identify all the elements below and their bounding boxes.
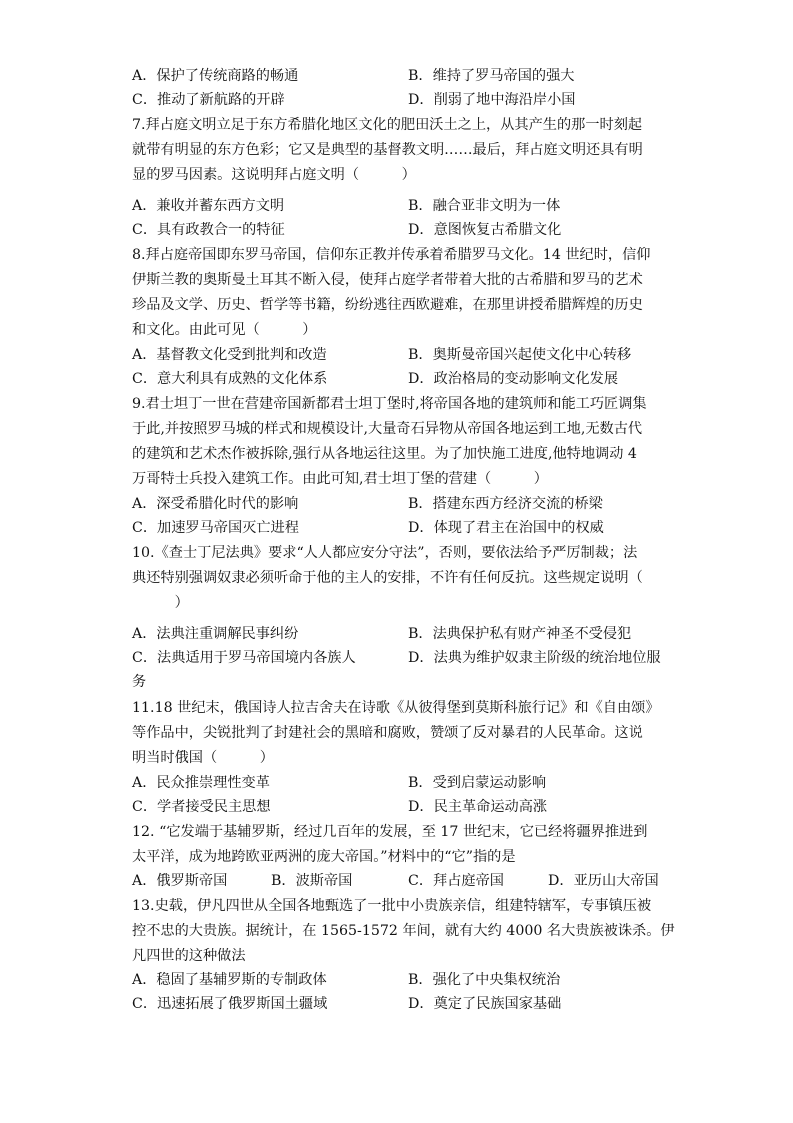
q12-option-c[interactable]: C．拜占庭帝国 <box>408 873 504 889</box>
q13-stem-line-2: 控不忠的大贵族。据统计，在 1565-1572 年间，就有大约 4000 名大贵族被诛杀。伊 <box>132 923 675 939</box>
q10-option-a[interactable]: A．法典注重调解民事纠纷 <box>132 626 299 642</box>
q11-option-b[interactable]: B．受到启蒙运动影响 <box>408 775 547 791</box>
q12-option-b[interactable]: B．波斯帝国 <box>271 873 353 889</box>
q12-option-a[interactable]: A．俄罗斯帝国 <box>132 873 228 889</box>
q6-option-d[interactable]: D．削弱了地中海沿岸小国 <box>408 92 576 108</box>
q11-stem-line-3: 明当时俄国（ ） <box>132 750 274 766</box>
q10-option-d[interactable]: D．法典为维护奴隶主阶级的统治地位服 <box>408 650 661 666</box>
q11-option-a[interactable]: A．民众推崇理性变革 <box>132 775 270 791</box>
q12-stem-line-2: 太平洋，成为地跨欧亚两洲的庞大帝国。”材料中的“它”指的是 <box>132 849 516 865</box>
q7-option-b[interactable]: B．融合亚非文明为一体 <box>408 198 561 214</box>
q9-option-a[interactable]: A．深受希腊化时代的影响 <box>132 496 299 512</box>
q9-stem-line-2: 于此,并按照罗马城的样式和规模设计,大量奇石异物从帝国各地运到工地,无数古代 <box>132 421 643 437</box>
q9-option-c[interactable]: C．加速罗马帝国灭亡进程 <box>132 520 299 536</box>
q12-option-d[interactable]: D．亚历山大帝国 <box>548 873 659 889</box>
q7-stem-line-1: 7.拜占庭文明立足于东方希腊化地区文化的肥田沃土之上，从其产生的那一时刻起 <box>132 117 643 133</box>
q12-stem-line-1: 12. “它发端于基辅罗斯，经过几百年的发展，至 17 世纪末，它已经将疆界推进到 <box>132 824 648 840</box>
q6-option-a[interactable]: A．保护了传统商路的畅通 <box>132 68 299 84</box>
q11-option-c[interactable]: C．学者接受民主思想 <box>132 799 271 815</box>
q13-option-a[interactable]: A．稳固了基辅罗斯的专制政体 <box>132 972 327 988</box>
q7-stem-line-3: 显的罗马因素。这说明拜占庭文明（ ） <box>132 167 416 183</box>
q8-option-a[interactable]: A．基督教文化受到批判和改造 <box>132 347 327 363</box>
q8-option-c[interactable]: C．意大利具有成熟的文化体系 <box>132 371 328 387</box>
q6-option-c[interactable]: C．推动了新航路的开辟 <box>132 92 285 108</box>
q10-stem-line-2: 典还特别强调奴隶必须听命于他的主人的安排，不许有任何反抗。这些规定说明（ <box>132 570 643 586</box>
q10-stem-line-1: 10.《查士丁尼法典》要求“人人都应安分守法”，否则，要依法给予严厉制裁；法 <box>132 545 638 561</box>
q7-option-d[interactable]: D．意图恢复古希腊文化 <box>408 222 562 238</box>
q7-option-c[interactable]: C．具有政教合一的特征 <box>132 222 285 238</box>
q13-option-c[interactable]: C．迅速拓展了俄罗斯国土疆域 <box>132 996 328 1012</box>
q9-stem-line-3: 的建筑和艺术杰作被拆除,强行从各地运往这里。为了加快施工进度,他特地调动 4 <box>132 446 637 462</box>
q7-option-a[interactable]: A．兼收并蓄东西方文明 <box>132 198 285 214</box>
q10-option-b[interactable]: B．法典保护私有财产神圣不受侵犯 <box>408 626 632 642</box>
q6-option-b[interactable]: B．维持了罗马帝国的强大 <box>408 68 575 84</box>
q8-option-b[interactable]: B．奥斯曼帝国兴起使文化中心转移 <box>408 347 632 363</box>
q8-stem-line-2: 伊斯兰教的奥斯曼土耳其不断入侵，使拜占庭学者带着大批的古希腊和罗马的艺术 <box>132 272 643 288</box>
q8-option-d[interactable]: D．政治格局的变动影响文化发展 <box>408 371 619 387</box>
q10-stem-line-3: ） <box>132 595 189 611</box>
q8-stem-line-4: 和文化。由此可见（ ） <box>132 322 317 338</box>
q13-option-d[interactable]: D．奠定了民族国家基础 <box>408 996 562 1012</box>
q8-stem-line-1: 8.拜占庭帝国即东罗马帝国，信仰东正教并传承着希腊罗马文化。14 世纪时，信仰 <box>132 247 651 263</box>
q11-option-d[interactable]: D．民主革命运动高涨 <box>408 799 548 815</box>
q8-stem-line-3: 珍品及文学、历史、哲学等书籍，纷纷逃往西欧避难，在那里讲授希腊辉煌的历史 <box>132 297 643 313</box>
q9-option-d[interactable]: D．体现了君主在治国中的权威 <box>408 520 604 536</box>
q9-stem-line-4: 万哥特士兵投入建筑工作。由此可知,君士坦丁堡的营建（ ） <box>132 471 548 487</box>
q9-stem-line-1: 9.君士坦丁一世在营建帝国新都君士坦丁堡时,将帝国各地的建筑师和能工巧匠调集 <box>132 396 647 412</box>
q11-stem-line-1: 11.18 世纪末，俄国诗人拉吉舍夫在诗歌《从彼得堡到莫斯科旅行记》和《自由颂》 <box>132 700 660 716</box>
q13-option-b[interactable]: B．强化了中央集权统治 <box>408 972 561 988</box>
q11-stem-line-2: 等作品中，尖锐批判了封建社会的黑暗和腐败，赞颂了反对暴君的人民革命。这说 <box>132 725 643 741</box>
q10-option-c[interactable]: C．法典适用于罗马帝国境内各族人 <box>132 650 356 666</box>
q9-option-b[interactable]: B．搭建东西方经济交流的桥梁 <box>408 496 603 512</box>
q7-stem-line-2: 就带有明显的东方色彩；它又是典型的基督教文明……最后，拜占庭文明还具有明 <box>132 142 643 158</box>
q13-stem-line-1: 13.史载，伊凡四世从全国各地甄选了一批中小贵族亲信，组建特辖军，专事镇压被 <box>132 898 652 914</box>
q10-option-d-continuation: 务 <box>132 674 147 690</box>
q13-stem-line-3: 凡四世的这种做法 <box>132 948 246 964</box>
